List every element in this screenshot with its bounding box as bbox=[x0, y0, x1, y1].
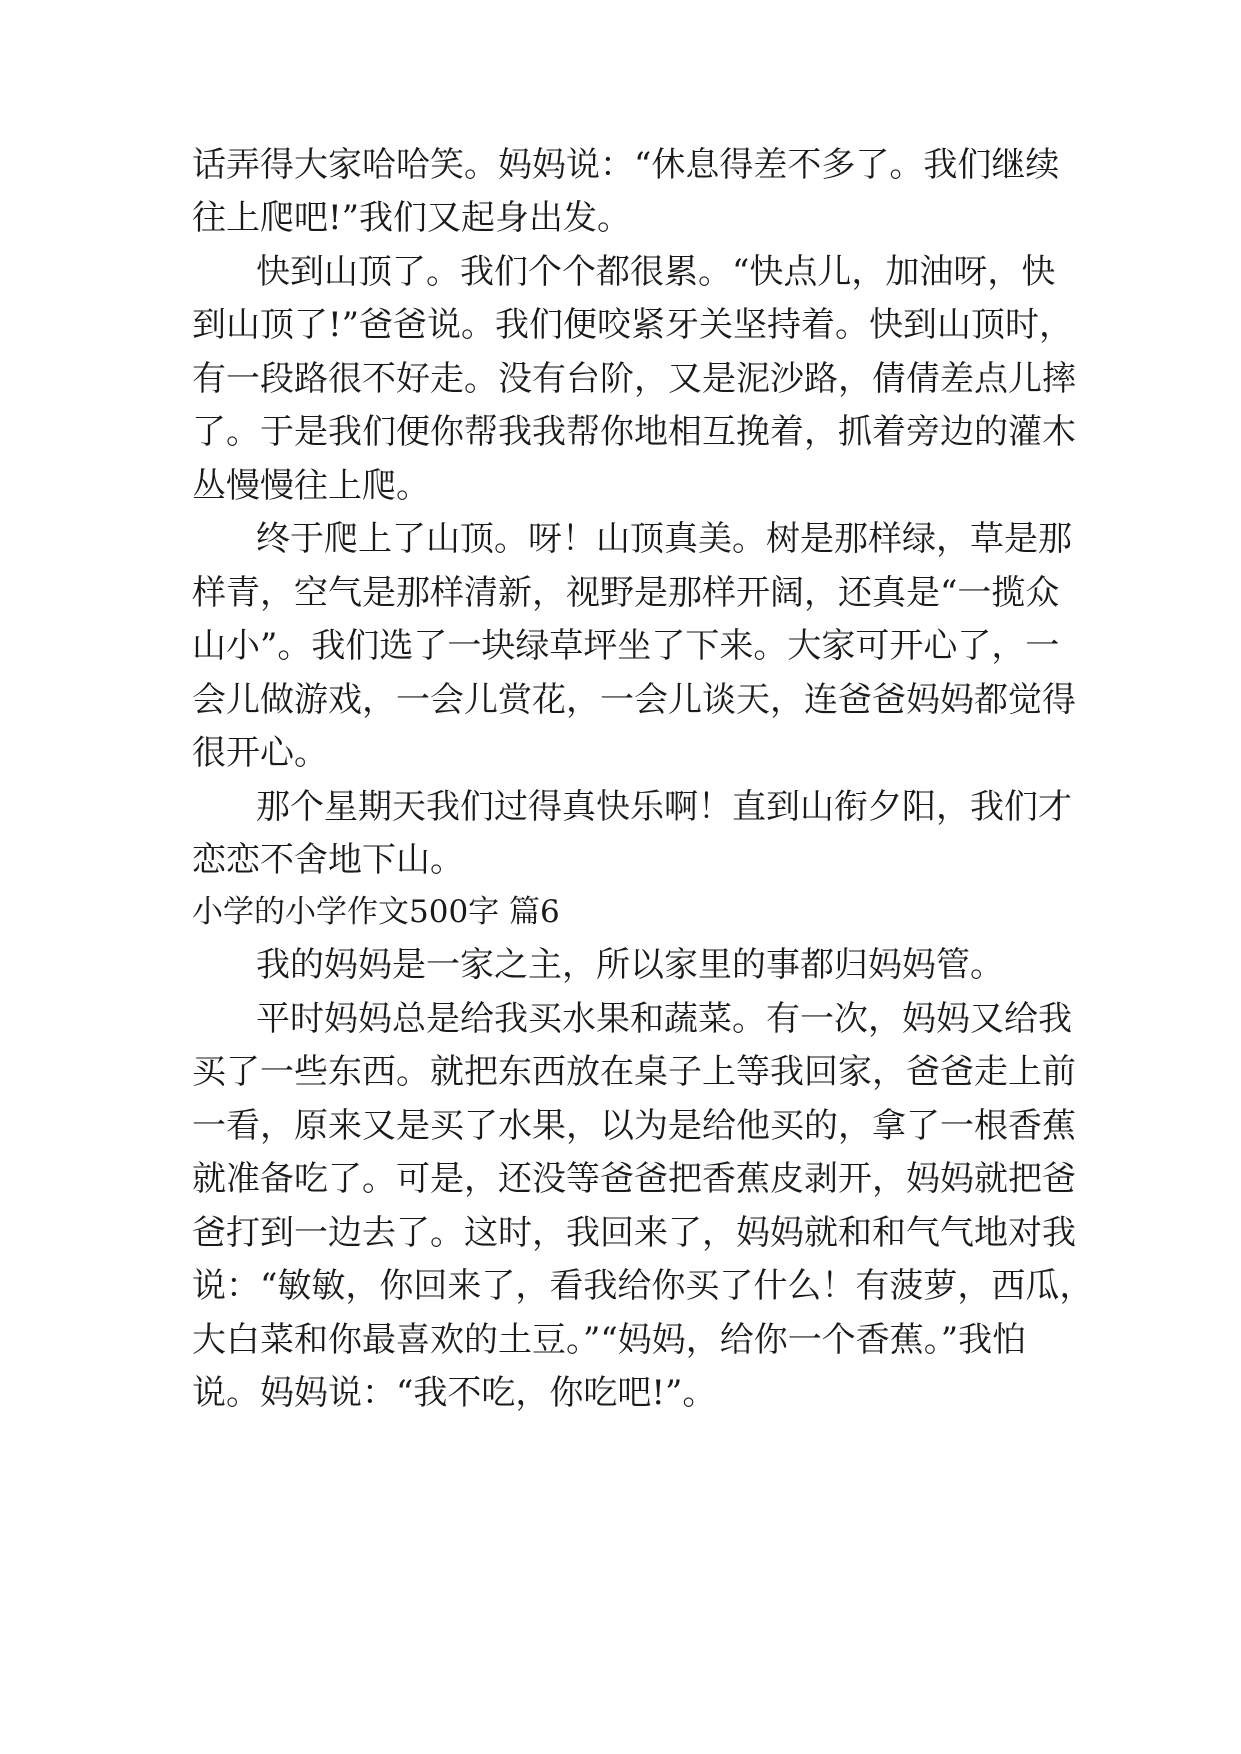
text-line: 往上爬吧!”我们又起身出发。 bbox=[192, 198, 632, 238]
paragraph-first-line: 平时妈妈总是给我买水果和蔬菜。有一次，妈妈又给我 bbox=[256, 999, 1072, 1039]
text-line: 丛慢慢往上爬。 bbox=[192, 466, 430, 506]
paragraph-first-line: 快到山顶了。我们个个都很累。“快点儿，加油呀，快 bbox=[256, 252, 1056, 292]
text-line: 大白菜和你最喜欢的土豆。”“妈妈，给你一个香蕉。”我怕 bbox=[192, 1320, 1027, 1360]
text-line: 了。于是我们便你帮我我帮你地相互挽着，抓着旁边的灌木 bbox=[192, 412, 1076, 452]
paragraph-first-line: 我的妈妈是一家之主，所以家里的事都归妈妈管。 bbox=[256, 945, 1004, 985]
text-line: 话弄得大家哈哈笑。妈妈说：“休息得差不多了。我们继续 bbox=[192, 145, 1060, 185]
paragraph-first-line: 终于爬上了山顶。呀！山顶真美。树是那样绿，草是那 bbox=[256, 519, 1072, 559]
text-line: 恋恋不舍地下山。 bbox=[192, 840, 464, 880]
paragraph-first-line: 那个星期天我们过得真快乐啊！直到山衔夕阳，我们才 bbox=[256, 787, 1072, 827]
text-line: 说：“敏敏，你回来了，看我给你买了什么！有菠萝，西瓜， bbox=[192, 1266, 1094, 1306]
text-line: 样青，空气是那样清新，视野是那样开阔，还真是“一揽众 bbox=[192, 573, 1060, 613]
text-line: 爸打到一边去了。这时，我回来了，妈妈就和和气气地对我 bbox=[192, 1213, 1076, 1253]
text-line: 一看，原来又是买了水果，以为是给他买的，拿了一根香蕉 bbox=[192, 1106, 1076, 1146]
text-line: 到山顶了!”爸爸说。我们便咬紧牙关坚持着。快到山顶时， bbox=[192, 305, 1074, 345]
text-line: 就准备吃了。可是，还没等爸爸把香蕉皮剥开，妈妈就把爸 bbox=[192, 1159, 1076, 1199]
text-line: 说。妈妈说：“我不吃，你吃吧!”。 bbox=[192, 1373, 717, 1413]
text-line: 山小”。我们选了一块绿草坪坐了下来。大家可开心了，一 bbox=[192, 626, 1060, 666]
text-line: 会儿做游戏，一会儿赏花，一会儿谈天，连爸爸妈妈都觉得 bbox=[192, 680, 1076, 720]
text-line: 很开心。 bbox=[192, 733, 328, 773]
text-line: 买了一些东西。就把东西放在桌子上等我回家，爸爸走上前 bbox=[192, 1052, 1076, 1092]
section-heading: 小学的小学作文500字 篇6 bbox=[192, 894, 560, 930]
text-line: 有一段路很不好走。没有台阶，又是泥沙路，倩倩差点儿摔 bbox=[192, 359, 1076, 399]
